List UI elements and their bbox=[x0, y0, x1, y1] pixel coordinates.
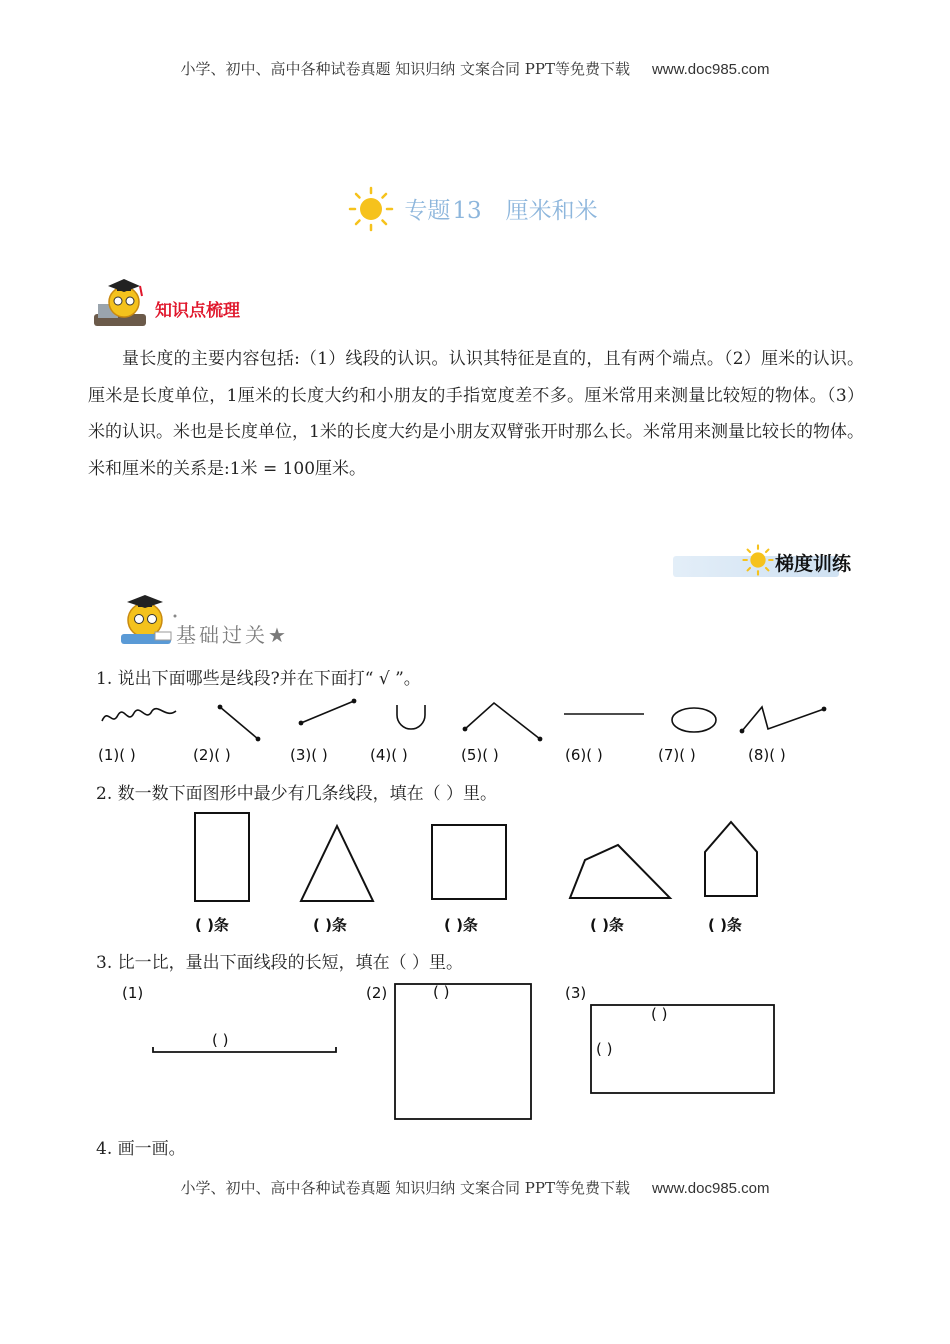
q3-square bbox=[395, 984, 531, 1119]
q1-figure-8 bbox=[742, 707, 824, 731]
q1-figure-7 bbox=[672, 708, 716, 732]
page-footer bbox=[0, 1177, 950, 1198]
q3-blank-1[interactable]: ( ) bbox=[212, 1031, 229, 1049]
q1-label[interactable]: (7)( ) bbox=[658, 746, 696, 764]
q1-figure-3 bbox=[301, 701, 354, 723]
header-text: 小学、初中、高中各种试卷真题 知识归纳 文案合同 PPT等免费下载 bbox=[180, 60, 630, 78]
q3-rectangle bbox=[591, 1005, 774, 1093]
q2-caption[interactable]: ( )条 bbox=[708, 916, 742, 934]
q1-label[interactable]: (4)( ) bbox=[370, 746, 408, 764]
q1-label[interactable]: (3)( ) bbox=[290, 746, 328, 764]
q1-label[interactable]: (1)( ) bbox=[98, 746, 136, 764]
q1-label[interactable]: (6)( ) bbox=[565, 746, 603, 764]
q1-figure-5 bbox=[465, 703, 540, 739]
basic-heading: 基础过关★ bbox=[176, 623, 289, 647]
basic-mascot-icon bbox=[115, 588, 177, 650]
q1-label[interactable]: (2)( ) bbox=[193, 746, 231, 764]
training-sun-icon bbox=[742, 544, 774, 576]
q2-caption[interactable]: ( )条 bbox=[313, 916, 347, 934]
q1-figure-1 bbox=[102, 709, 176, 721]
training-heading: 梯度训练 bbox=[775, 553, 852, 575]
page-header bbox=[0, 58, 950, 79]
question-3: 3. 比一比，量出下面线段的长短，填在（ ）里。 bbox=[96, 953, 464, 973]
mascot-icon bbox=[90, 270, 152, 332]
q1-label[interactable]: (5)( ) bbox=[461, 746, 499, 764]
q2-figures bbox=[185, 808, 775, 908]
q2-pentagon bbox=[705, 822, 757, 896]
q1-figures bbox=[96, 693, 836, 748]
knowledge-heading: 知识点梳理 bbox=[155, 301, 240, 321]
q3-segment-1 bbox=[153, 1047, 336, 1052]
q2-caption[interactable]: ( )条 bbox=[444, 916, 478, 934]
question-1: 1. 说出下面哪些是线段?并在下面打“ √ ”。 bbox=[96, 669, 421, 689]
q3-blank-3b[interactable]: ( ) bbox=[596, 1040, 613, 1058]
q2-caption[interactable]: ( )条 bbox=[195, 916, 229, 934]
q3-blank-3a[interactable]: ( ) bbox=[651, 1005, 668, 1023]
q1-label[interactable]: (8)( ) bbox=[748, 746, 786, 764]
q3-label-1: (1) bbox=[122, 984, 144, 1002]
knowledge-paragraph: 量长度的主要内容包括:（1）线段的认识。认识其特征是直的，且有两个端点。（2）厘米的认识。厘米是长度单位，1厘米的长度大约和小朋友的手指宽度差不多。厘米常用来测量比较短的物体。（3）米的认识。米也是长度单位，1米的长度大约是小朋友双臂张开时那么长。米常用来测量比较长的物体。米和厘米的关系是:1米 = 100厘米。 bbox=[88, 349, 864, 479]
q3-label-3: (3) bbox=[565, 984, 587, 1002]
q2-square bbox=[432, 825, 506, 899]
question-4: 4. 画一画。 bbox=[96, 1139, 186, 1159]
footer-text: 小学、初中、高中各种试卷真题 知识归纳 文案合同 PPT等免费下载 bbox=[180, 1179, 630, 1197]
q2-triangle bbox=[301, 826, 373, 901]
footer-site[interactable]: www.doc985.com bbox=[651, 1180, 770, 1197]
q1-figure-4 bbox=[397, 705, 425, 729]
page-title: 专题13 厘米和米 bbox=[404, 198, 598, 224]
q3-blank-2[interactable]: ( ) bbox=[433, 983, 450, 1001]
q2-rectangle bbox=[195, 813, 249, 901]
q1-figure-2 bbox=[220, 707, 258, 739]
q2-quadrilateral bbox=[570, 845, 670, 898]
question-2: 2. 数一数下面图形中最少有几条线段，填在（ ）里。 bbox=[96, 784, 498, 804]
header-site[interactable]: www.doc985.com bbox=[651, 61, 770, 78]
q2-caption[interactable]: ( )条 bbox=[590, 916, 624, 934]
q3-figures bbox=[145, 978, 785, 1123]
q3-label-2: (2) bbox=[366, 984, 388, 1002]
